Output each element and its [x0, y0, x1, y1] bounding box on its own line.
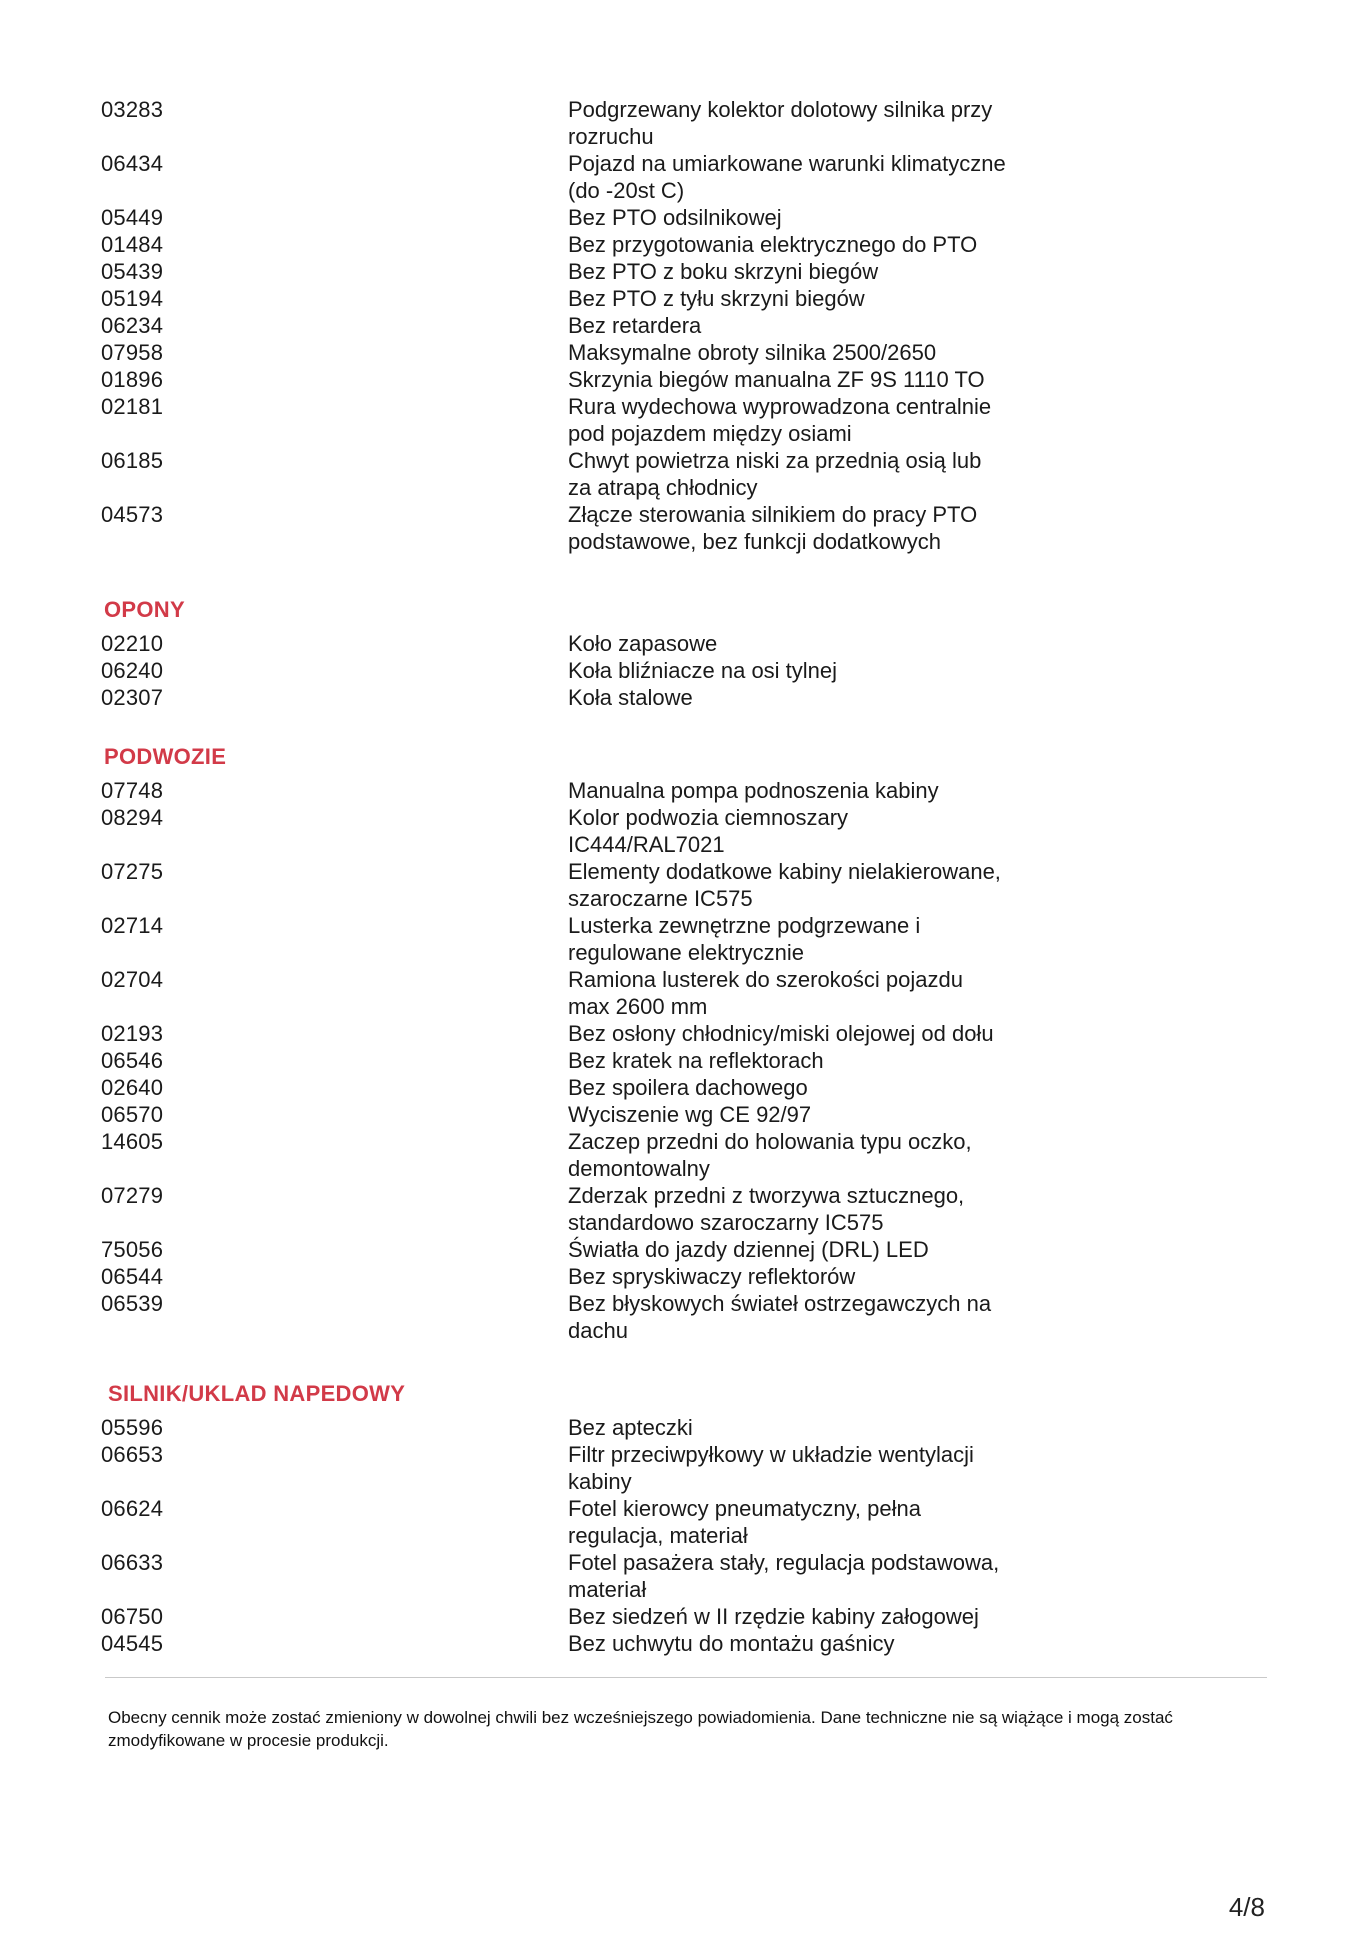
- option-code: 02714: [101, 913, 164, 938]
- list-item: [0, 339, 1360, 366]
- option-code: 05449: [101, 205, 164, 230]
- option-description: Bez siedzeń w II rzędzie kabiny załogowej: [568, 1604, 979, 1629]
- list-item: [0, 258, 1360, 285]
- option-code: 01484: [101, 232, 164, 257]
- option-code: 02193: [101, 1021, 164, 1046]
- option-code: 03283: [101, 97, 164, 122]
- list-item: [0, 1549, 1360, 1603]
- option-code: 06434: [101, 151, 164, 176]
- list-item: [0, 858, 1360, 912]
- section-opony: [0, 630, 1360, 711]
- option-code: 04573: [101, 502, 164, 527]
- option-code: 02181: [101, 394, 164, 419]
- list-item: [0, 1182, 1360, 1236]
- option-description: Wyciszenie wg CE 92/97: [568, 1102, 812, 1127]
- option-description: Bez spoilera dachowego: [568, 1075, 808, 1100]
- section-heading-silnik: SILNIK/UKLAD NAPEDOWY: [108, 1381, 406, 1406]
- list-item: [0, 966, 1360, 1020]
- option-description: Rura wydechowa wyprowadzona centralnie pod pojazdem między osiami: [568, 394, 992, 446]
- option-code: 02307: [101, 685, 164, 710]
- option-code: 05194: [101, 286, 164, 311]
- option-description: Elementy dodatkowe kabiny nielakierowane, szaroczarne IC575: [568, 859, 1001, 911]
- option-code: 05596: [101, 1415, 164, 1440]
- list-item: [0, 393, 1360, 447]
- option-code: 06240: [101, 658, 164, 683]
- footer-disclaimer: Obecny cennik może zostać zmieniony w dowolnej chwili bez wcześniejszego powiadomienia. Dane techniczne nie są wiążące i mogą zostać zmodyfikowane w procesie produkcji.: [108, 1708, 1173, 1750]
- option-code: 06633: [101, 1550, 164, 1575]
- list-item: [0, 150, 1360, 204]
- section-heading-opony: OPONY: [104, 597, 185, 622]
- option-description: Bez osłony chłodnicy/miski olejowej od dołu: [568, 1021, 994, 1046]
- section-podwozie: [0, 777, 1360, 1344]
- option-code: 07279: [101, 1183, 164, 1208]
- list-item: [0, 1101, 1360, 1128]
- option-description: Koła stalowe: [568, 685, 693, 710]
- option-code: 75056: [101, 1237, 164, 1262]
- option-description: Bez spryskiwaczy reflektorów: [568, 1264, 856, 1289]
- footer-divider: [105, 1677, 1267, 1678]
- list-item: [0, 312, 1360, 339]
- option-code: 07958: [101, 340, 164, 365]
- option-description: Bez PTO z tyłu skrzyni biegów: [568, 286, 865, 311]
- option-code: 01896: [101, 367, 164, 392]
- option-description: Lusterka zewnętrzne podgrzewane i regulowane elektrycznie: [568, 913, 921, 965]
- list-item: [0, 804, 1360, 858]
- option-description: Podgrzewany kolektor dolotowy silnika przy rozruchu: [568, 97, 993, 149]
- option-code: 08294: [101, 805, 164, 830]
- option-description: Koła bliźniacze na osi tylnej: [568, 658, 838, 683]
- page-number: 4/8: [1228, 1892, 1265, 1922]
- option-description: Pojazd na umiarkowane warunki klimatyczne (do -20st C): [568, 151, 1006, 203]
- list-item: [0, 1603, 1360, 1630]
- option-code: 02704: [101, 967, 164, 992]
- option-code: 07275: [101, 859, 164, 884]
- option-description: Fotel kierowcy pneumatyczny, pełna regulacja, materiał: [568, 1496, 921, 1548]
- option-code: 06234: [101, 313, 164, 338]
- option-description: Chwyt powietrza niski za przednią osią lub za atrapą chłodnicy: [568, 448, 982, 500]
- list-item: [0, 657, 1360, 684]
- list-item: [0, 1414, 1360, 1441]
- option-code: 06653: [101, 1442, 164, 1467]
- list-item: [0, 630, 1360, 657]
- option-description: Bez PTO z boku skrzyni biegów: [568, 259, 879, 284]
- list-item: [0, 1263, 1360, 1290]
- option-description: Kolor podwozia ciemnoszary IC444/RAL7021: [568, 805, 849, 857]
- list-item: [0, 1128, 1360, 1182]
- option-description: Bez retardera: [568, 313, 702, 338]
- list-item: [0, 285, 1360, 312]
- option-code: 14605: [101, 1129, 164, 1154]
- list-item: [0, 777, 1360, 804]
- option-description: Koło zapasowe: [568, 631, 718, 656]
- option-description: Światła do jazdy dziennej (DRL) LED: [568, 1237, 929, 1262]
- list-item: [0, 1020, 1360, 1047]
- list-item: [0, 1047, 1360, 1074]
- list-item: [0, 1290, 1360, 1344]
- option-description: Ramiona lusterek do szerokości pojazdu max 2600 mm: [568, 967, 963, 1019]
- option-description: Skrzynia biegów manualna ZF 9S 1110 TO: [568, 367, 985, 392]
- list-item: [0, 1630, 1360, 1657]
- section-silnik: [0, 1414, 1360, 1657]
- option-description: Bez PTO odsilnikowej: [568, 205, 782, 230]
- option-description: Zderzak przedni z tworzywa sztucznego, standardowo szaroczarny IC575: [568, 1183, 965, 1235]
- list-item: [0, 1074, 1360, 1101]
- list-item: [0, 912, 1360, 966]
- list-item: [0, 501, 1360, 555]
- option-description: Manualna pompa podnoszenia kabiny: [568, 778, 939, 803]
- option-description: Bez kratek na reflektorach: [568, 1048, 824, 1073]
- list-item: [0, 204, 1360, 231]
- list-item: [0, 231, 1360, 258]
- option-code: 04545: [101, 1631, 164, 1656]
- option-description: Bez przygotowania elektrycznego do PTO: [568, 232, 978, 257]
- option-description: Maksymalne obroty silnika 2500/2650: [568, 340, 937, 365]
- list-item: [0, 366, 1360, 393]
- option-code: 06546: [101, 1048, 164, 1073]
- list-item: [0, 684, 1360, 711]
- option-code: 06624: [101, 1496, 164, 1521]
- list-item: [0, 447, 1360, 501]
- option-description: Bez uchwytu do montażu gaśnicy: [568, 1631, 895, 1656]
- option-code: 06539: [101, 1291, 164, 1316]
- list-item: [0, 1495, 1360, 1549]
- option-code: 07748: [101, 778, 164, 803]
- option-code: 06185: [101, 448, 164, 473]
- option-code: 05439: [101, 259, 164, 284]
- section-heading-podwozie: PODWOZIE: [104, 744, 227, 769]
- list-item: [0, 96, 1360, 150]
- section-engine-options: [0, 96, 1360, 555]
- option-description: Bez błyskowych świateł ostrzegawczych na dachu: [568, 1291, 992, 1343]
- option-code: 02210: [101, 631, 164, 656]
- option-description: Fotel pasażera stały, regulacja podstawowa, materiał: [568, 1550, 1000, 1602]
- option-code: 02640: [101, 1075, 164, 1100]
- list-item: [0, 1236, 1360, 1263]
- option-code: 06750: [101, 1604, 164, 1629]
- option-description: Filtr przeciwpyłkowy w układzie wentylacji kabiny: [568, 1442, 974, 1494]
- option-description: Złącze sterowania silnikiem do pracy PTO podstawowe, bez funkcji dodatkowych: [568, 502, 978, 554]
- option-description: Bez apteczki: [568, 1415, 693, 1440]
- option-description: Zaczep przedni do holowania typu oczko, demontowalny: [568, 1129, 972, 1181]
- option-code: 06570: [101, 1102, 164, 1127]
- list-item: [0, 1441, 1360, 1495]
- option-code: 06544: [101, 1264, 164, 1289]
